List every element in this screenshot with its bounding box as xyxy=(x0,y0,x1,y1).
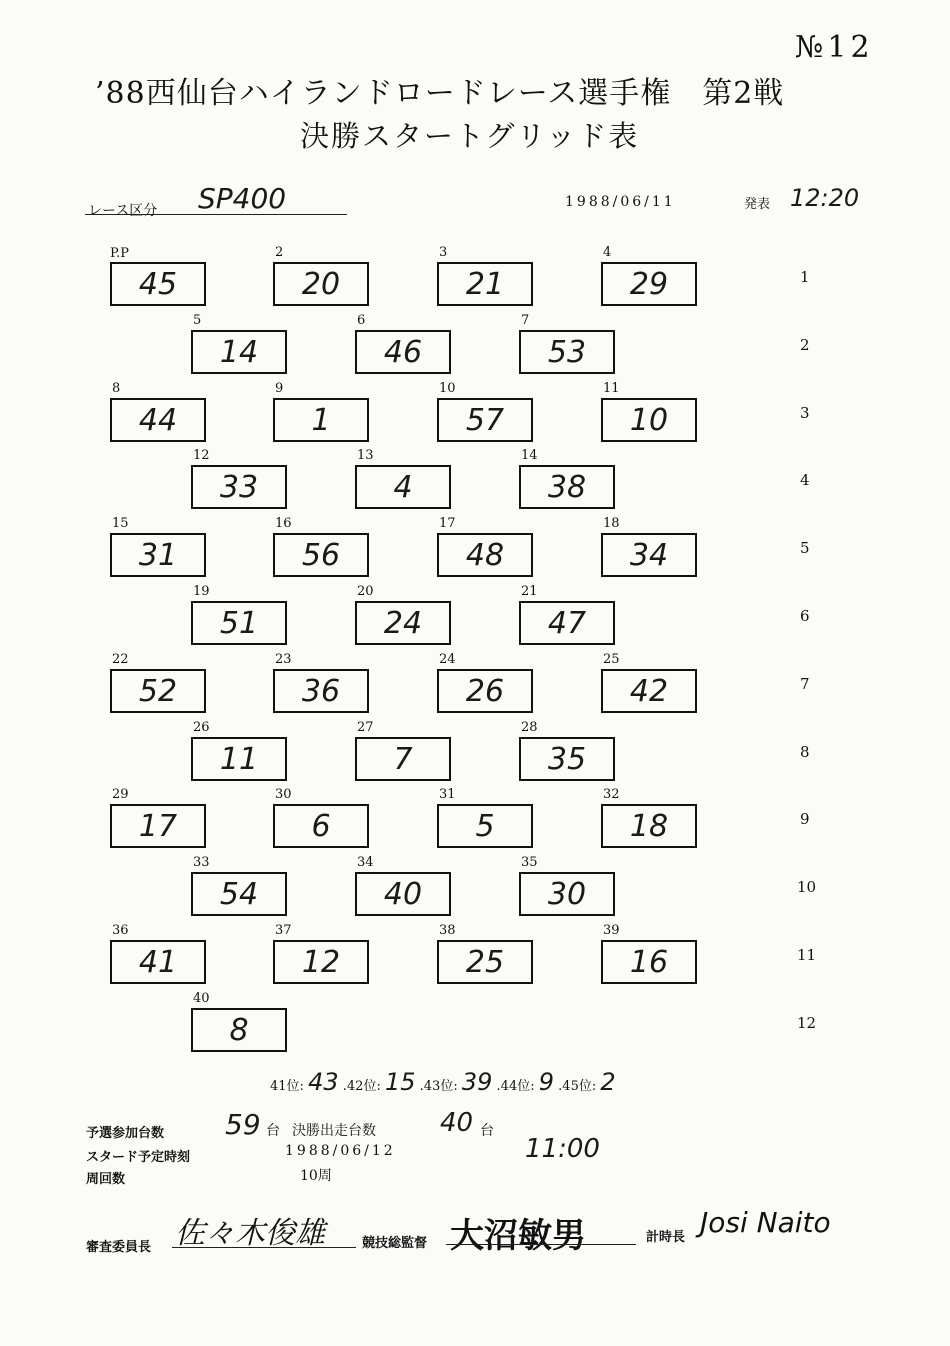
reserve-43-label: .43位: xyxy=(419,1079,458,1094)
director-signature-line xyxy=(446,1244,636,1245)
grid-slot: 33 xyxy=(191,465,287,509)
timekeeper-label: 計時長 xyxy=(646,1230,686,1245)
grid-slot: 25 xyxy=(437,940,533,984)
grid-position-label: 21 xyxy=(521,584,538,599)
grid-slot: 20 xyxy=(273,262,369,306)
pole-position-label: P.P xyxy=(110,246,129,261)
grid-slot: 8 xyxy=(191,1008,287,1052)
grid-position-label: 27 xyxy=(357,720,374,735)
qualify-count-unit: 台 xyxy=(266,1123,280,1139)
start-time-value: 11:00 xyxy=(525,1134,600,1164)
grid-slot: 21 xyxy=(437,262,533,306)
grid-position-label: 37 xyxy=(275,923,292,938)
grid-position-label: 29 xyxy=(112,787,129,802)
grid-slot: 31 xyxy=(110,533,206,577)
grid-position-label: 28 xyxy=(521,720,538,735)
grid-position-label: 33 xyxy=(193,855,210,870)
grid-position-label: 16 xyxy=(275,516,292,531)
grid-row-number: 12 xyxy=(797,1014,817,1032)
grid-slot: 54 xyxy=(191,872,287,916)
grid-slot: 40 xyxy=(355,872,451,916)
reserve-45-value: 2 xyxy=(600,1068,616,1096)
grid-slot: 7 xyxy=(355,737,451,781)
qualify-count-label: 予選参加台数 xyxy=(86,1126,165,1141)
grid-slot: 53 xyxy=(519,330,615,374)
grid-slot: 26 xyxy=(437,669,533,713)
grid-slot: 16 xyxy=(601,940,697,984)
grid-position-label: 10 xyxy=(439,381,456,396)
document-subtitle: 決勝スタートグリッド表 xyxy=(300,119,640,153)
reserve-43-value: 39 xyxy=(461,1068,493,1096)
grid-row-number: 11 xyxy=(797,946,817,964)
laps-value: 10周 xyxy=(300,1168,332,1184)
announce-label: 発表 xyxy=(744,197,771,212)
document-number: №12 xyxy=(795,30,874,65)
grid-row-number: 3 xyxy=(800,404,810,422)
grid-slot: 56 xyxy=(273,533,369,577)
grid-position-label: 12 xyxy=(193,448,210,463)
grid-position-label: 17 xyxy=(439,516,456,531)
grid-position-label: 22 xyxy=(112,652,129,667)
grid-slot: 11 xyxy=(191,737,287,781)
grid-position-label: 40 xyxy=(193,991,210,1006)
timekeeper-signature: Josi Naito xyxy=(700,1206,831,1239)
grid-position-label: 7 xyxy=(521,313,530,328)
grid-slot: 17 xyxy=(110,804,206,848)
reserve-positions xyxy=(270,1068,616,1096)
laps-label: 周回数 xyxy=(86,1172,126,1187)
final-count-unit: 台 xyxy=(480,1123,494,1139)
final-count-value: 40 xyxy=(440,1108,474,1138)
director-label: 競技総監督 xyxy=(362,1236,428,1251)
grid-slot: 5 xyxy=(437,804,533,848)
announce-date: 1988/06/11 xyxy=(565,194,676,210)
grid-position-label: 19 xyxy=(193,584,210,599)
grid-slot: 48 xyxy=(437,533,533,577)
grid-position-label: 25 xyxy=(603,652,620,667)
grid-position-label: 20 xyxy=(357,584,374,599)
grid-position-label: 26 xyxy=(193,720,210,735)
grid-slot: 35 xyxy=(519,737,615,781)
grid-slot: 51 xyxy=(191,601,287,645)
grid-row-number: 2 xyxy=(800,336,810,354)
grid-row-number: 7 xyxy=(800,675,810,693)
grid-position-label: 39 xyxy=(603,923,620,938)
reserve-45-label: .45位: xyxy=(558,1079,597,1094)
grid-slot: 6 xyxy=(273,804,369,848)
grid-position-label: 31 xyxy=(439,787,456,802)
grid-position-label: 11 xyxy=(603,381,620,396)
grid-position-label: 35 xyxy=(521,855,538,870)
grid-slot: 57 xyxy=(437,398,533,442)
steward-label: 審査委員長 xyxy=(86,1240,152,1255)
grid-position-label: 18 xyxy=(603,516,620,531)
grid-position-label: 3 xyxy=(439,245,448,260)
grid-position-label: 34 xyxy=(357,855,374,870)
document-title: ’88西仙台ハイランドロードレース選手権 第2戦 xyxy=(95,76,785,111)
grid-slot: 1 xyxy=(273,398,369,442)
grid-slot: 12 xyxy=(273,940,369,984)
race-class-label: レース区分 xyxy=(88,203,158,219)
grid-slot: 14 xyxy=(191,330,287,374)
grid-row-number: 8 xyxy=(800,743,810,761)
race-class-underline xyxy=(85,214,347,215)
grid-slot: 34 xyxy=(601,533,697,577)
director-signature: 大沼敏男 xyxy=(450,1216,586,1256)
grid-position-label: 23 xyxy=(275,652,292,667)
grid-position-label: 6 xyxy=(357,313,366,328)
announce-time: 12:20 xyxy=(790,184,860,212)
reserve-44-value: 9 xyxy=(538,1068,555,1096)
grid-position-label: 4 xyxy=(603,245,612,260)
grid-position-label: 38 xyxy=(439,923,456,938)
grid-position-label: 30 xyxy=(275,787,292,802)
grid-position-label: 14 xyxy=(521,448,538,463)
grid-slot: 41 xyxy=(110,940,206,984)
grid-position-label: 8 xyxy=(112,381,121,396)
qualify-count-value: 59 xyxy=(225,1108,261,1141)
grid-slot: 36 xyxy=(273,669,369,713)
grid-slot: 46 xyxy=(355,330,451,374)
grid-slot: 29 xyxy=(601,262,697,306)
grid-row-number: 6 xyxy=(800,607,810,625)
grid-row-number: 10 xyxy=(797,878,817,896)
grid-row-number: 1 xyxy=(800,268,810,286)
grid-row-number: 4 xyxy=(800,471,810,489)
grid-slot: 44 xyxy=(110,398,206,442)
reserve-44-label: .44位: xyxy=(496,1079,535,1094)
grid-position-label: 13 xyxy=(357,448,374,463)
grid-row-number: 5 xyxy=(800,539,810,557)
grid-position-label: 15 xyxy=(112,516,129,531)
grid-position-label: 32 xyxy=(603,787,620,802)
reserve-41-label: 41位: xyxy=(270,1079,304,1094)
start-date: 1988/06/12 xyxy=(285,1143,396,1159)
grid-position-label: 9 xyxy=(275,381,284,396)
grid-slot: 10 xyxy=(601,398,697,442)
grid-slot: 18 xyxy=(601,804,697,848)
start-time-label: スタード予定時刻 xyxy=(86,1150,191,1165)
steward-signature-line xyxy=(172,1247,356,1248)
grid-position-label: 24 xyxy=(439,652,456,667)
grid-slot: 47 xyxy=(519,601,615,645)
grid-slot: 4 xyxy=(355,465,451,509)
reserve-42-value: 15 xyxy=(384,1068,416,1096)
grid-slot: 52 xyxy=(110,669,206,713)
grid-slot: 24 xyxy=(355,601,451,645)
grid-position-label: 36 xyxy=(112,923,129,938)
grid-slot: 45 xyxy=(110,262,206,306)
grid-position-label: 2 xyxy=(275,245,284,260)
race-class-value: SP400 xyxy=(198,182,287,215)
reserve-41-value: 43 xyxy=(308,1068,339,1096)
grid-position-label: 5 xyxy=(193,313,202,328)
steward-signature: 佐々木俊雄 xyxy=(175,1216,325,1251)
grid-row-number: 9 xyxy=(800,810,810,828)
grid-slot: 42 xyxy=(601,669,697,713)
grid-slot: 38 xyxy=(519,465,615,509)
final-count-label: 決勝出走台数 xyxy=(292,1123,376,1139)
reserve-42-label: .42位: xyxy=(342,1079,381,1094)
grid-slot: 30 xyxy=(519,872,615,916)
